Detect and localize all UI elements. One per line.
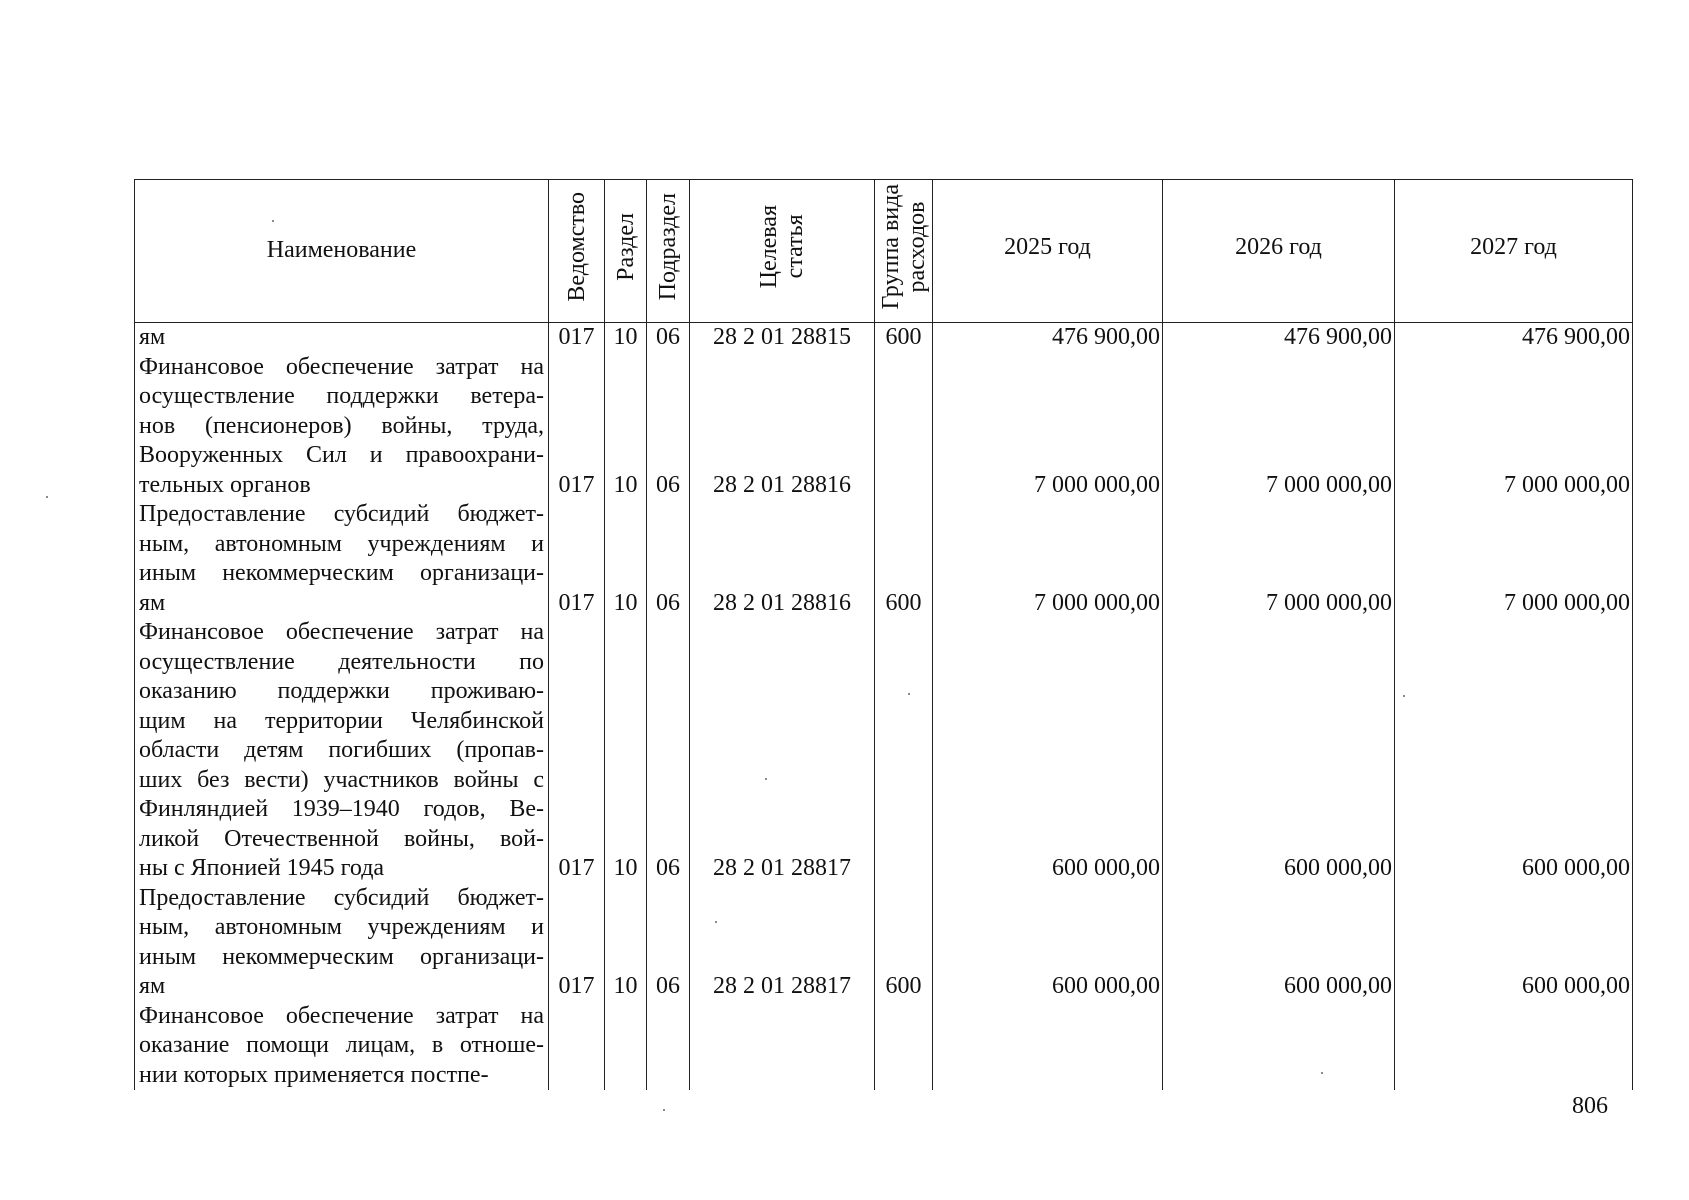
name-line: осуществление поддержки ветера- — [139, 383, 544, 409]
cell-name — [135, 884, 549, 1002]
name-line: области детям погибших (пропав- — [139, 737, 544, 763]
header-target-line2: статья — [782, 214, 808, 279]
name-line: ным, автономным учреждениям и — [139, 530, 544, 557]
name-line: осуществление деятельности по — [139, 648, 544, 675]
cell-section: 10 — [605, 884, 647, 1002]
name-line: ным, автономным учреждениям и — [139, 914, 544, 940]
page-number: 806 — [1572, 1093, 1608, 1119]
cell-amount-2025: 476 900,00 — [933, 323, 1163, 353]
cell-subsection: 06 — [647, 353, 690, 501]
cell-amount-2026: 7 000 000,00 — [1163, 353, 1395, 501]
name-line: оказанию поддержки проживаю- — [139, 678, 544, 704]
cell-department: 017 — [549, 353, 605, 501]
cell-amount-2026: 476 900,00 — [1163, 323, 1395, 353]
cell-target — [690, 1002, 875, 1091]
table-row — [135, 353, 1633, 501]
name-line: ших без вести) участников войны с — [139, 766, 544, 793]
cell-group — [875, 618, 933, 884]
name-line: Финляндией 1939–1940 годов, Ве- — [139, 796, 544, 822]
cell-name — [135, 1002, 549, 1091]
cell-department: 017 — [549, 618, 605, 884]
scan-speck — [765, 778, 767, 780]
cell-section: 10 — [605, 500, 647, 618]
name-line: Финансовое обеспечение затрат на — [139, 353, 544, 380]
cell-target: 28 2 01 28817 — [690, 618, 875, 884]
cell-amount-2025: 600 000,00 — [933, 618, 1163, 884]
header-name-label: Наименование — [266, 237, 417, 264]
name-line: Финансовое обеспечение затрат на — [139, 1002, 544, 1029]
name-line: Финансовое обеспечение затрат на — [139, 619, 544, 645]
cell-amount-2027 — [1395, 1002, 1633, 1091]
cell-name — [135, 618, 549, 884]
cell-section: 10 — [605, 353, 647, 501]
header-target — [690, 180, 875, 323]
cell-amount-2025 — [933, 1002, 1163, 1091]
name-line: нии которых применяется постпе- — [139, 1061, 489, 1088]
cell-amount-2026 — [1163, 1002, 1395, 1091]
scan-speck — [663, 1109, 665, 1111]
cell-subsection: 06 — [647, 884, 690, 1002]
header-year-2026 — [1163, 180, 1395, 323]
cell-group: 600 — [875, 323, 933, 353]
name-line: иным некоммерческим организаци- — [139, 560, 544, 586]
cell-amount-2027: 600 000,00 — [1395, 618, 1633, 884]
cell-group: 600 — [875, 500, 933, 618]
cell-subsection: 06 — [647, 500, 690, 618]
header-section-label: Раздел — [612, 212, 639, 281]
scan-speck — [46, 496, 48, 498]
cell-subsection: 06 — [647, 323, 690, 353]
name-line: Вооруженных Сил и правоохрани- — [139, 442, 544, 468]
cell-amount-2027: 476 900,00 — [1395, 323, 1633, 353]
scan-speck — [715, 921, 717, 923]
header-group-line2: расходов — [903, 201, 930, 293]
name-line: тельных органов — [139, 471, 311, 498]
table-header-row — [135, 180, 1633, 323]
cell-group — [875, 353, 933, 501]
scan-speck — [1321, 1072, 1323, 1074]
name-line: ликой Отечественной войны, вой- — [139, 825, 544, 852]
header-group — [875, 180, 933, 323]
cell-group: 600 — [875, 884, 933, 1002]
header-year-2027-label: 2027 год — [1470, 234, 1557, 261]
cell-target: 28 2 01 28816 — [690, 353, 875, 501]
cell-amount-2027: 7 000 000,00 — [1395, 353, 1633, 501]
cell-target: 28 2 01 28815 — [690, 323, 875, 353]
cell-amount-2025: 7 000 000,00 — [933, 353, 1163, 501]
cell-department: 017 — [549, 500, 605, 618]
header-department-label: Ведомство — [563, 191, 590, 302]
cell-section — [605, 1002, 647, 1091]
cell-name — [135, 323, 549, 353]
name-line: Предоставление субсидий бюджет- — [139, 884, 544, 911]
header-target-line1: Целевая — [756, 205, 782, 289]
name-line: щим на территории Челябинской — [139, 707, 544, 734]
name-line: иным некоммерческим организаци- — [139, 943, 544, 970]
name-line: оказание помощи лицам, в отноше- — [139, 1032, 544, 1058]
name-line: нов (пенсионеров) войны, труда, — [139, 412, 544, 439]
cell-department — [549, 1002, 605, 1091]
cell-target: 28 2 01 28817 — [690, 884, 875, 1002]
cell-section: 10 — [605, 323, 647, 353]
cell-amount-2026: 7 000 000,00 — [1163, 500, 1395, 618]
header-subsection — [647, 180, 690, 323]
header-target-label — [756, 205, 808, 288]
header-department — [549, 180, 605, 323]
cell-name — [135, 500, 549, 618]
cell-department: 017 — [549, 323, 605, 353]
cell-amount-2026: 600 000,00 — [1163, 884, 1395, 1002]
header-group-label — [878, 184, 930, 309]
cell-subsection: 06 — [647, 618, 690, 884]
header-name — [135, 180, 549, 323]
table-row — [135, 1002, 1633, 1091]
table-row — [135, 884, 1633, 1002]
cell-group — [875, 1002, 933, 1091]
table-body — [135, 323, 1633, 1091]
table-row — [135, 323, 1633, 353]
name-line: ям — [139, 973, 166, 999]
header-section — [605, 180, 647, 323]
name-line: ям — [139, 589, 166, 616]
header-group-line1: Группа вида — [877, 184, 904, 310]
cell-subsection — [647, 1002, 690, 1091]
cell-target: 28 2 01 28816 — [690, 500, 875, 618]
name-line: ям — [139, 324, 166, 350]
cell-amount-2027: 600 000,00 — [1395, 884, 1633, 1002]
cell-amount-2025: 7 000 000,00 — [933, 500, 1163, 618]
name-line: ны с Японией 1945 года — [139, 855, 385, 881]
table-row — [135, 618, 1633, 884]
cell-amount-2026: 600 000,00 — [1163, 618, 1395, 884]
header-year-2027 — [1395, 180, 1633, 323]
header-year-2025 — [933, 180, 1163, 323]
table-row — [135, 500, 1633, 618]
scan-speck — [272, 220, 274, 222]
scan-speck — [908, 693, 910, 695]
cell-name — [135, 353, 549, 501]
scan-speck — [1403, 695, 1405, 697]
name-line: Предоставление субсидий бюджет- — [139, 501, 544, 527]
cell-amount-2025: 600 000,00 — [933, 884, 1163, 1002]
cell-department: 017 — [549, 884, 605, 1002]
header-year-2026-label: 2026 год — [1235, 234, 1322, 261]
cell-amount-2027: 7 000 000,00 — [1395, 500, 1633, 618]
header-year-2025-label: 2025 год — [1004, 234, 1091, 261]
budget-table — [134, 179, 1633, 1090]
header-subsection-label: Подраздел — [655, 193, 681, 301]
cell-section: 10 — [605, 618, 647, 884]
